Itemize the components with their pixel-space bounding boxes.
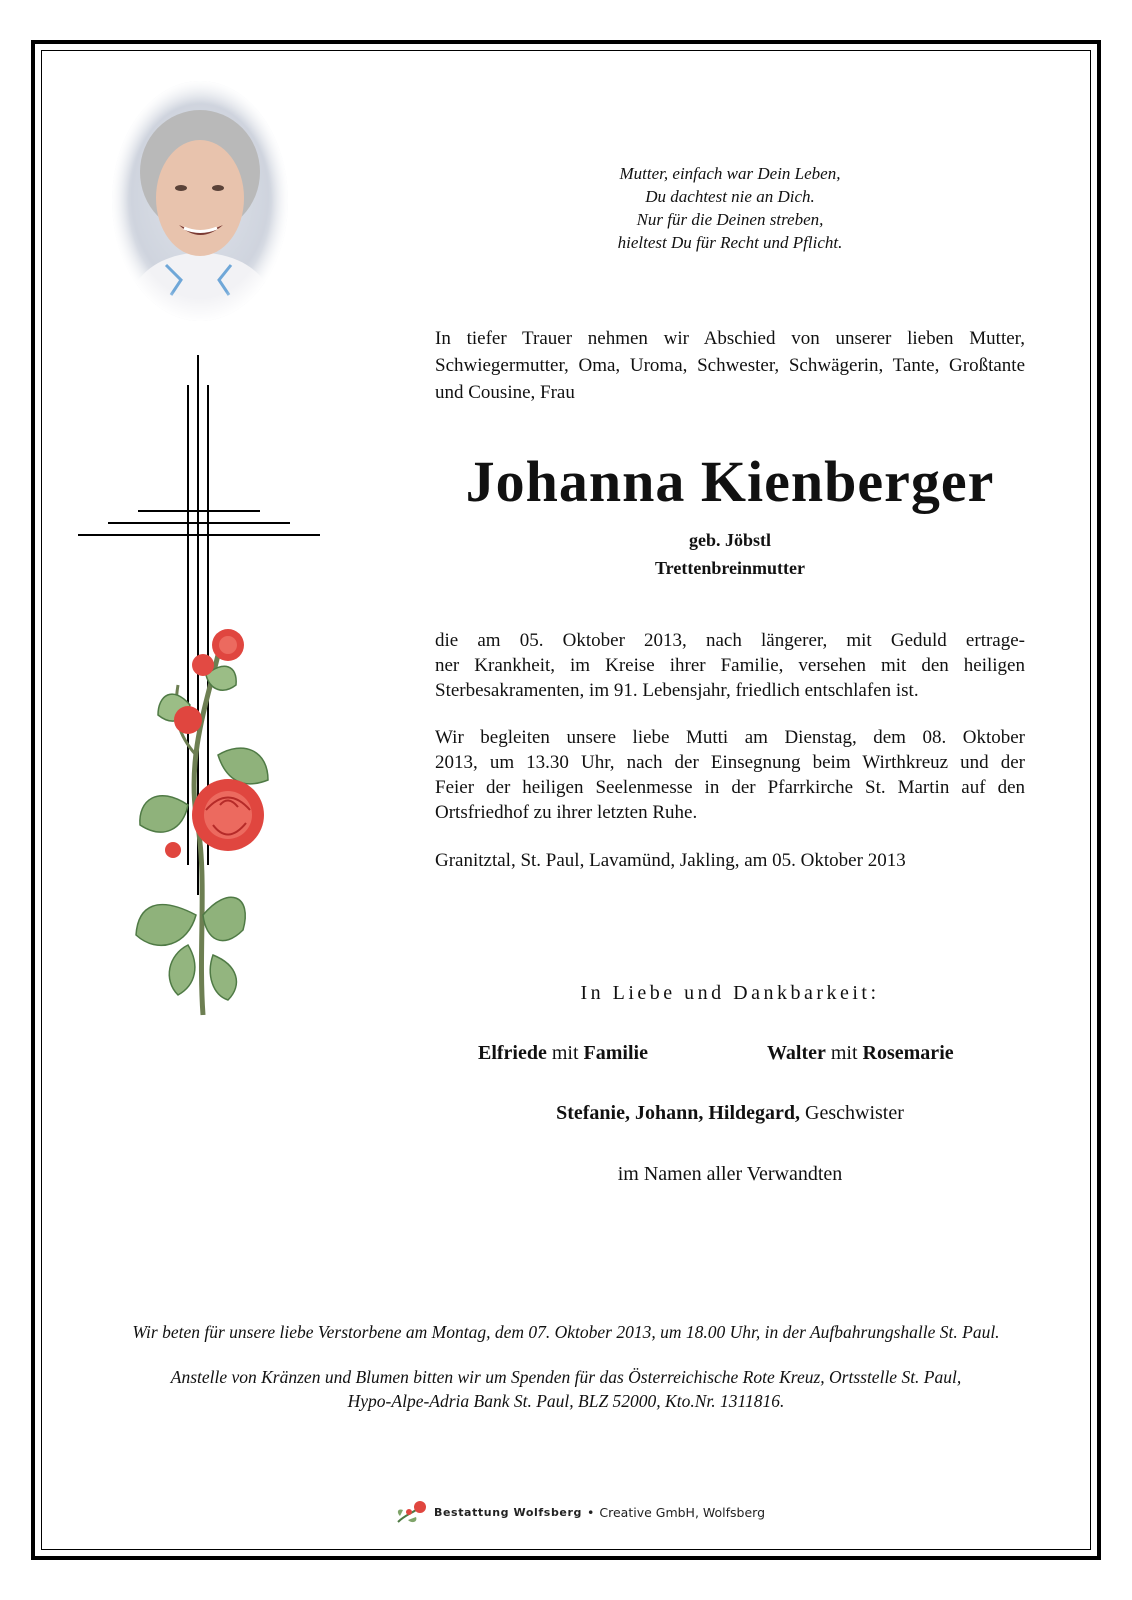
intro-line: und Cousine, Frau (435, 382, 575, 403)
mourner-rest: Rosemarie (862, 1042, 954, 1064)
cross-with-rose (78, 355, 328, 1035)
thanks-heading: In Liebe und Dankbarkeit: (580, 982, 880, 1004)
donation-line: Hypo-Alpe-Adria Bank St. Paul, BLZ 52000, Kto.Nr. 1311816. (347, 1391, 785, 1411)
intro-line: In tiefer Trauer nehmen wir Abschied von unserer lieben Mutter, (435, 328, 1025, 349)
deceased-details (530, 526, 930, 582)
birth-name: geb. Jöbstl (688, 530, 771, 550)
mourner-relatives: im Namen aller Verwandten (617, 1163, 843, 1185)
paragraph-line: 2013, um 13.30 Uhr, nach der Einsegnung beim Wirthkreuz und der (435, 752, 1025, 773)
deceased-name: Johanna Kienberger (465, 449, 995, 514)
rose-logo-icon (394, 1498, 430, 1526)
paragraph-line: Sterbesakramenten, im 91. Lebensjahr, friedlich entschlafen ist. (435, 680, 919, 701)
mourner-name: Walter (767, 1042, 826, 1064)
mourner-joiner: mit (830, 1042, 858, 1064)
mourner-name: Elfriede (478, 1042, 547, 1064)
mourner-rest: Familie (583, 1042, 648, 1064)
footer-bullet: • (587, 1504, 595, 1520)
donation-note (60, 1365, 1072, 1413)
paragraph-line: Feier der heiligen Seelenmesse in der Pfarrkirche St. Martin auf den (435, 777, 1025, 798)
paragraph-line: die am 05. Oktober 2013, nach längerer, mit Geduld ertrage- (435, 630, 1025, 651)
paragraph-line: Ortsfriedhof zu ihrer letzten Ruhe. (435, 802, 698, 823)
footer-credit (394, 1497, 765, 1527)
mourner-walter (767, 1042, 954, 1065)
donation-line: Anstelle von Kränzen und Blumen bitten wir um Spenden für das Österreichische Rote Kreuz, Ortsstelle St. Paul, (170, 1367, 962, 1387)
funeral-paragraph (435, 725, 1025, 825)
house-name: Trettenbreinmutter (655, 558, 805, 578)
death-paragraph (435, 628, 1025, 703)
poem-line: Du dachtest nie an Dich. (645, 187, 815, 206)
sibling-names: Stefanie, Johann, Hildegard, (556, 1102, 801, 1124)
memorial-poem (530, 162, 930, 254)
intro-text (435, 325, 1025, 406)
intro-line: Schwiegermutter, Oma, Uroma, Schwester, Schwägerin, Tante, Großtante (435, 355, 1025, 376)
place-date: Granitztal, St. Paul, Lavamünd, Jakling, am 05. Oktober 2013 (435, 850, 906, 871)
prayer-note: Wir beten für unsere liebe Verstorbene am Montag, dem 07. Oktober 2013, um 18.00 Uhr, in der Aufbahrungshalle St. Paul. (132, 1322, 1000, 1342)
poem-line: hieltest Du für Recht und Pflicht. (617, 233, 843, 252)
portrait-photo (111, 80, 289, 322)
poem-line: Mutter, einfach war Dein Leben, (619, 164, 841, 183)
footer-brand: Bestattung Wolfsberg (434, 1505, 582, 1519)
mourner-siblings (430, 1102, 1030, 1125)
mourner-joiner: mit (551, 1042, 579, 1064)
footer-company: Creative GmbH, Wolfsberg (599, 1504, 766, 1520)
paragraph-line: Wir begleiten unsere liebe Mutti am Dienstag, dem 08. Oktober (435, 727, 1025, 748)
mourner-elfriede (478, 1042, 648, 1065)
poem-line: Nur für die Deinen streben, (636, 210, 824, 229)
sibling-relation: Geschwister (805, 1102, 904, 1124)
paragraph-line: ner Krankheit, im Kreise ihrer Familie, versehen mit den heiligen (435, 655, 1025, 676)
